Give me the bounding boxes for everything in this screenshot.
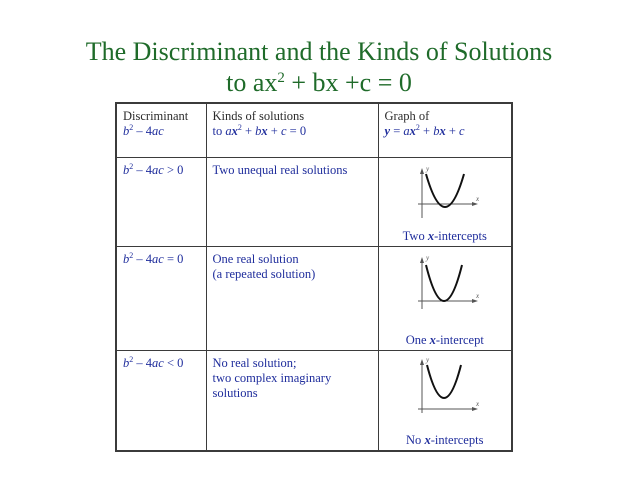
title-line-1: The Discriminant and the Kinds of Solutions <box>85 37 553 66</box>
table-header-row <box>116 103 512 158</box>
header-graph <box>378 103 512 158</box>
header-discriminant-expr: $b^2 - 4ac$ <box>123 123 164 138</box>
condition-cell: $b^2 - 4ac < 0$ <box>116 351 206 452</box>
header-discriminant-label: Discriminant <box>123 109 189 123</box>
header-discriminant <box>116 103 206 158</box>
header-graph-expr: $y = ax^2$ + bx + c <box>384 123 465 138</box>
title-line-2-post: + bx +c = 0 <box>284 68 412 97</box>
header-kinds <box>206 103 378 158</box>
svg-text:x: x <box>475 292 479 300</box>
svg-text:x: x <box>475 195 479 203</box>
svg-text:y: y <box>425 165 429 173</box>
graph-caption: One x-intercept <box>405 333 484 347</box>
discriminant-table <box>115 102 513 452</box>
table-row <box>116 247 512 351</box>
parabola-two-intercepts-graph <box>412 162 482 226</box>
table-row <box>116 158 512 247</box>
svg-text:y: y <box>425 254 429 262</box>
condition-cell: $b^2 - 4ac > 0$ <box>116 158 206 247</box>
condition-cell: $b^2 - 4ac = 0$ <box>116 247 206 351</box>
title-line-2-pre: to ax <box>226 68 278 97</box>
parabola-no-intercepts-graph <box>412 355 482 419</box>
header-kinds-label: Kinds of solutions <box>212 109 305 123</box>
graph-cell <box>378 351 512 452</box>
svg-text:x: x <box>475 400 479 408</box>
page-title <box>0 36 638 98</box>
solutions-cell: No real solution; two complex imaginary solutions <box>206 351 378 452</box>
title-line-2 <box>0 67 638 98</box>
header-graph-label: Graph of <box>384 109 430 123</box>
svg-text:y: y <box>425 356 429 364</box>
solutions-cell: One real solution (a repeated solution) <box>206 247 378 351</box>
graph-caption: Two x-intercepts <box>402 229 487 243</box>
solutions-cell: Two unequal real solutions <box>206 158 378 247</box>
title-line-2-sup: 2 <box>277 70 285 86</box>
header-kinds-expr: to $ax^2$ + bx + c = 0 <box>212 123 307 138</box>
graph-cell <box>378 158 512 247</box>
graph-caption: No x-intercepts <box>406 433 484 447</box>
table-row <box>116 351 512 452</box>
graph-cell <box>378 247 512 351</box>
parabola-one-intercept-graph <box>412 251 482 317</box>
